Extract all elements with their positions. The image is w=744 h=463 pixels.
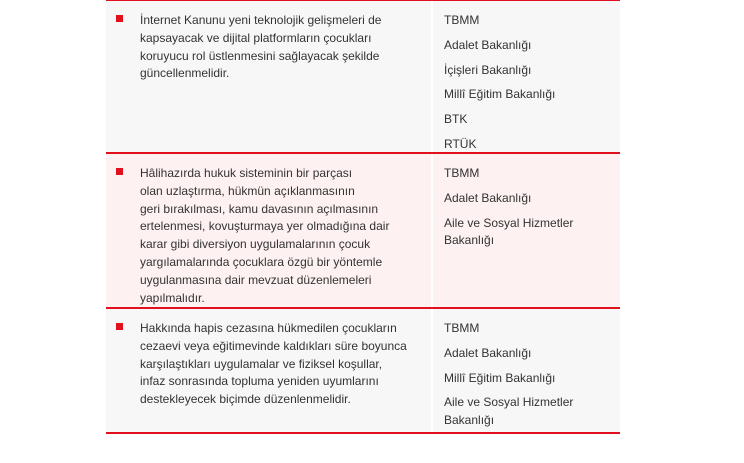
- recommendation-cell: [106, 154, 433, 307]
- bullet-marker: [116, 15, 123, 22]
- recommendation-cell: [106, 1, 433, 152]
- institution: Adalet Bakanlığı: [444, 190, 532, 205]
- institution: Adalet Bakanlığı: [444, 345, 532, 360]
- table-row: [106, 154, 620, 309]
- institution: Aile ve Sosyal Hizmetler Bakanlığı: [444, 215, 574, 248]
- institution: İçişleri Bakanlığı: [444, 62, 532, 77]
- institution: Aile ve Sosyal Hizmetler Bakanlığı: [444, 395, 574, 428]
- bullet-marker: [116, 168, 123, 175]
- institution: BTK: [444, 112, 468, 127]
- institutions-cell: [433, 309, 620, 432]
- recommendation-cell: [106, 309, 433, 432]
- institution: TBMM: [444, 321, 480, 335]
- institution: Adalet Bakanlığı: [444, 37, 532, 52]
- institution: Millî Eğitim Bakanlığı: [444, 87, 556, 102]
- table-row: [106, 309, 620, 434]
- bullet-marker: [116, 323, 123, 330]
- recommendation-text: Hâlihazırda hukuk sisteminin bir parçası olan uzlaştırma, hükmün açıklanmasının geri bırakılması, kamu davasının açılmasının ertelenmesi, kovuşturmaya yer olmadığına dair karar gibi diversiyon uygulamalarının çocuk yargılamalarında çocuklara özgü bir yöntemle uygulanmasına dair mevzuat düzenlemeleri yapılmalıdır.: [140, 166, 390, 305]
- recommendation-text: İnternet Kanunu yeni teknolojik gelişmeleri de kapsayacak ve dijital platformların çocukları koruyucu rol üstlenmesini sağlayacak şekilde güncellenmelidir.: [140, 13, 382, 81]
- institution: RTÜK: [444, 136, 477, 151]
- recommendation-text: Hakkında hapis cezasına hükmedilen çocukların cezaevi veya eğitimevinde kaldıkları süre boyunca karşılaştıkları uygulamalar ve fiziksel koşullar, infaz sonrasında topluma yeniden uyumlarını destekleyecek biçimde düzenlenmelidir.: [140, 321, 407, 407]
- institution: Millî Eğitim Bakanlığı: [444, 370, 556, 385]
- institution: TBMM: [444, 166, 480, 180]
- table-row: [106, 0, 620, 154]
- recommendations-table: [106, 0, 620, 434]
- institutions-cell: [433, 154, 620, 307]
- institution: TBMM: [444, 13, 480, 27]
- institutions-cell: [433, 1, 620, 152]
